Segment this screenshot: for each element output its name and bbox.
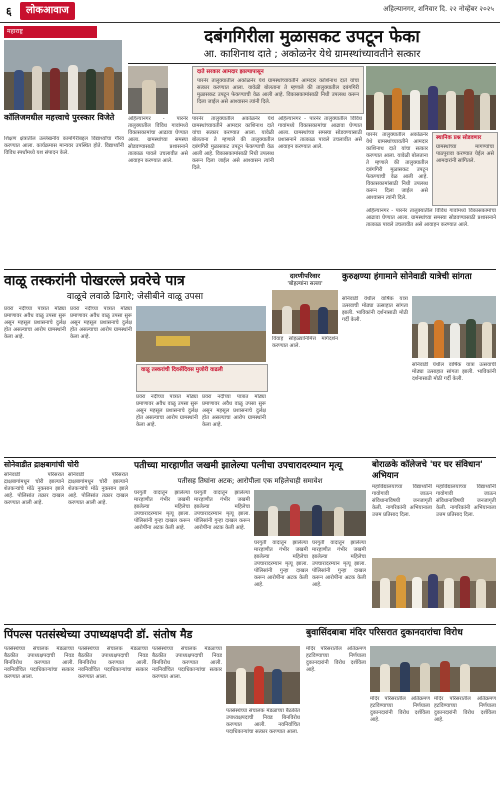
- dateline: अहिल्यानगर, शनिवार दि. २२ नोव्हेंबर २०२५: [383, 5, 494, 13]
- photo-felicitation: [366, 66, 496, 130]
- left-top-headline: कॉलिजमधील महत्त्वाचे पुरस्कार विजेते: [4, 113, 115, 122]
- death-subhead: पतीसह तिघांना अटक; आरोपीला एक महिलेचाही समावेश: [177, 477, 323, 485]
- right-quote-body: ग्रामस्थांच्या मागण्यांचा पाठपुरावा करण्यात येईल असे आमदारांनी सांगितले.: [436, 144, 494, 164]
- lead-body-col4: अहिल्यानगर - पारनेर तालुक्यातील विविध गावांमध्ये विकासकामांचा आढावा घेण्यात आला. ग्रामस्थांच्या समस्या सोडवण्यासाठी प्रशासनाने तात्काळ पावले उचलावीत असे आवाहन करण्यात आले.: [366, 208, 496, 228]
- middle-col-body: अहिल्यानगर - पारनेर तालुक्यातील विविध गावांमध्ये विकासकामांचा आढावा घेण्यात आला. ग्रामस्थांच्या समस्या सोडवण्यासाठी प्रशासनाने तात्काळ पावले उचलावीत असे आवाहन करण्यात आले.: [128, 116, 188, 164]
- middle-col-spacer: [172, 66, 188, 114]
- hotel-subhead: 'बोहल्यांना सल्ला': [287, 281, 323, 287]
- photo-pilgrims: [412, 296, 496, 358]
- pimpal-body-col4: पतसंस्थेच्या संचालक मंडळाच्या बैठकीत उपाध्यक्षपदाची निवड बिनविरोध करण्यात आली. नवनिर्वाचित पदाधिकाऱ्यांचा सत्कार करण्यात आला.: [226, 708, 300, 735]
- section-tag: महाराष्ट्र: [4, 26, 97, 38]
- photo-river: [136, 306, 266, 362]
- death-headline: पतीच्या मारहाणीत जखमी झालेल्या पत्नीचा उपचारादरम्यान मृत्यू: [134, 461, 343, 471]
- pilgrims-body-col2: सोनेवाडी येथील वार्षिक यात्रा उत्सवाची मोठ्या उत्साहात सांगता झाली. भाविकांनी दर्शनासाठी मोठी गर्दी केली.: [412, 362, 496, 382]
- photo-hotel: [272, 290, 338, 334]
- lead-body-col3: पारनेर तालुक्यातील अकोळनेर येथे ग्रामस्थांच्यावतीने आमदार काशिनाथ दाते यांचा सत्कार करण्यात आला. यावेळी बोलताना ते म्हणाले की तालुक्यातील दबंगगिरी मुळासकट उपटून फेकण्याची वेळ आली आहे. विकासकामांसाठी निधी उपलब्ध करून दिला जाईल असे आश्वासन त्यांनी दिले.: [366, 132, 428, 201]
- lead-quote-body: पारनेर तालुक्यातील अकोळनेर येथे ग्रामस्थांच्यावतीने आमदार काशिनाथ दाते यांचा सत्कार करण्यात आला. यावेळी बोलताना ते म्हणाले की तालुक्यातील दबंगगिरी मुळासकट उपटून फेकण्याची वेळ आली आहे. विकासकामांसाठी निधी उपलब्ध करून दिला जाईल असे आश्वासन त्यांनी दिले.: [197, 78, 359, 105]
- theft-headline: सोनेवाडीत द्राक्षबागांची चोरी: [4, 460, 79, 469]
- sand-body-col1: प्रवरा नदीच्या पात्रात मोठ्या प्रमाणावर अवैध वाळू उपसा सुरू असून महसूल प्रशासनाचे दुर्लक्ष होत असल्याचा आरोप ग्रामस्थांनी केला आहे.: [4, 306, 66, 340]
- shop-body-col1: मंदिर परिसरातील अतिक्रमण हटविण्याच्या निर्णयाला दुकानदारांनी विरोध दर्शविला आहे.: [306, 646, 366, 673]
- sand-body-col3: प्रवरा नदीच्या पात्रात मोठ्या प्रमाणावर अवैध वाळू उपसा सुरू असून महसूल प्रशासनाचे दुर्लक्ष होत असल्याचा आरोप ग्रामस्थांनी केला आहे.: [136, 394, 198, 428]
- college-body-col2: महाविद्यालयाच्या विद्यार्थ्यांनी गावोगावी जाऊन संविधानाविषयी जनजागृती केली. नागरिकांनी अभियानाला उत्तम प्रतिसाद दिला.: [436, 484, 496, 518]
- sand-quote-title: वाळू तस्करांची दिवसेंदिवस मुजोरी वाढली: [141, 367, 223, 373]
- pilgrims-headline: कुरुक्षण्या हंगामाने सोनेवाडी यात्रेची सांगता: [342, 272, 472, 282]
- photo-portrait: [128, 66, 168, 114]
- sand-subhead: वाळूचे लवाळे ढिगारे; जेसीबीने वाळू उपसा: [66, 292, 204, 302]
- pimpal-headline: पिंपल्स पतसंस्थेच्या उपाध्यक्षपदी डॉ. संतोष मैड: [4, 628, 193, 641]
- lead-quote-title: दाते सरकार आमदार झाल्यापासून: [197, 69, 264, 75]
- theft-body-col1: सोनेवाडी परिसरात द्राक्षबागांमधून चोरी झाल्याने शेतकऱ्यांचे मोठे नुकसान झाले आहे. पोलिसांत तक्रार दाखल करण्यात आली आहे.: [4, 472, 64, 506]
- college-body-col1: महाविद्यालयाच्या विद्यार्थ्यांनी गावोगावी जाऊन संविधानाविषयी जनजागृती केली. नागरिकांनी अभियानाला उत्तम प्रतिसाद दिला.: [372, 484, 432, 518]
- lead-body-col2: अहिल्यानगर - पारनेर तालुक्यातील विविध गावांमध्ये विकासकामांचा आढावा घेण्यात आला. ग्रामस्थांच्या समस्या सोडवण्यासाठी प्रशासनाने तात्काळ पावले उचलावीत असे आवाहन करण्यात आले.: [278, 116, 362, 150]
- death-body-col4: घरगुती वादातून झालेल्या मारहाणीत गंभीर जखमी झालेल्या महिलेचा उपचारादरम्यान मृत्यू झाला. पोलिसांनी गुन्हा दाखल करून आरोपींना अटक केली आहे.: [312, 540, 366, 588]
- hotel-headline: दारणीपरिवार: [289, 272, 321, 280]
- lead-body-col1: पारनेर तालुक्यातील अकोळनेर येथे ग्रामस्थांच्यावतीने आमदार काशिनाथ दाते यांचा सत्कार करण्यात आला. यावेळी बोलताना ते म्हणाले की तालुक्यातील दबंगगिरी मुळासकट उपटून फेकण्याची वेळ आली आहे. विकासकामांसाठी निधी उपलब्ध करून दिला जाईल असे आश्वासन त्यांनी दिले.: [192, 116, 274, 171]
- photo-shop: [370, 646, 496, 692]
- sand-quote-box: [136, 364, 268, 392]
- divider-1: [4, 269, 496, 270]
- pimpal-body-col2: पतसंस्थेच्या संचालक मंडळाच्या बैठकीत उपाध्यक्षपदाची निवड बिनविरोध करण्यात आली. नवनिर्वाचित पदाधिकाऱ्यांचा सत्कार करण्यात आला.: [78, 646, 148, 680]
- photo-college: [372, 558, 496, 608]
- hotel-body: विवाह सोहळ्यानिमित्त मार्गदर्शन करण्यात आले.: [272, 336, 338, 349]
- photo-award: [4, 40, 122, 110]
- lead-subhead: आ. काशिनाथ दाते ; अकोळनेर येथे ग्रामस्थांच्यावतीने सत्कार: [203, 49, 421, 60]
- lead-headline: दबंगगिरीला मुळासकट उपटून फेका: [204, 27, 420, 47]
- masthead: लोकआवाज: [20, 2, 75, 20]
- photo-death: [254, 490, 366, 536]
- sand-body-col2: प्रवरा नदीच्या पात्रात मोठ्या प्रमाणावर अवैध वाळू उपसा सुरू असून महसूल प्रशासनाचे दुर्लक्ष होत असल्याचा आरोप ग्रामस्थांनी केला आहे.: [70, 306, 132, 340]
- photo-pimpal: [226, 646, 300, 704]
- jcb-shape: [156, 336, 190, 346]
- right-quote-box: [432, 132, 498, 206]
- pimpal-body-col3: पतसंस्थेच्या संचालक मंडळाच्या बैठकीत उपाध्यक्षपदाची निवड बिनविरोध करण्यात आली. नवनिर्वाचित पदाधिकाऱ्यांचा सत्कार करण्यात आला.: [152, 646, 222, 680]
- lead-rule: [128, 63, 496, 64]
- death-body-col2: घरगुती वादातून झालेल्या मारहाणीत गंभीर जखमी झालेल्या महिलेचा उपचारादरम्यान मृत्यू झाला. पोलिसांनी गुन्हा दाखल करून आरोपींना अटक केली आहे.: [194, 490, 250, 531]
- shop-body-col2: मंदिर परिसरातील अतिक्रमण हटविण्याच्या निर्णयाला दुकानदारांनी विरोध दर्शविला आहे.: [370, 696, 430, 723]
- death-body-col1: घरगुती वादातून झालेल्या मारहाणीत गंभीर जखमी झालेल्या महिलेचा उपचारादरम्यान मृत्यू झाला. पोलिसांनी गुन्हा दाखल करून आरोपींना अटक केली आहे.: [134, 490, 190, 531]
- theft-body-col2: सोनेवाडी परिसरात द्राक्षबागांमधून चोरी झाल्याने शेतकऱ्यांचे मोठे नुकसान झाले आहे. पोलिसांत तक्रार दाखल करण्यात आली आहे.: [68, 472, 128, 506]
- right-quote-title: स्थानिक प्रश्न सोडवणार: [436, 135, 482, 141]
- college-headline: बोराळके कॉलेजचे 'घर घर संविधान' अभियान: [372, 460, 483, 481]
- divider-3: [4, 624, 496, 625]
- sand-headline: वाळू तस्करांनी पोखरल्ले प्रवरेचे पात्र: [4, 273, 185, 289]
- shop-body-col3: मंदिर परिसरातील अतिक्रमण हटविण्याच्या निर्णयाला दुकानदारांनी विरोध दर्शविला आहे.: [434, 696, 496, 723]
- page-header: [0, 0, 500, 23]
- page-number: ६: [6, 5, 12, 18]
- pilgrims-body-col1: सोनेवाडी येथील वार्षिक यात्रा उत्सवाची मोठ्या उत्साहात सांगता झाली. भाविकांनी दर्शनासाठी मोठी गर्दी केली.: [342, 296, 408, 323]
- pimpal-body-col1: पतसंस्थेच्या संचालक मंडळाच्या बैठकीत उपाध्यक्षपदाची निवड बिनविरोध करण्यात आली. नवनिर्वाचित पदाधिकाऱ्यांचा सत्कार करण्यात आला.: [4, 646, 74, 680]
- left-top-body: शिक्षण क्षेत्रातील उल्लेखनीय कामगिरीबद्दल विद्यार्थ्यांचा गौरव करण्यात आला. कार्यक्रमास मान्यवर उपस्थित होते. विद्यार्थ्यांनी विविध स्पर्धांमध्ये यश संपादन केले.: [4, 136, 124, 156]
- sand-body-col4: प्रवरा नदीच्या पात्रात मोठ्या प्रमाणावर अवैध वाळू उपसा सुरू असून महसूल प्रशासनाचे दुर्लक्ष होत असल्याचा आरोप ग्रामस्थांनी केला आहे.: [202, 394, 266, 428]
- divider-2: [4, 457, 496, 458]
- shop-headline: बुवासिंदबाबा मंदिर परिसरात दुकानदारांचा विरोध: [306, 628, 463, 638]
- lead-quote-box: [192, 66, 364, 114]
- death-body-col3: घरगुती वादातून झालेल्या मारहाणीत गंभीर जखमी झालेल्या महिलेचा उपचारादरम्यान मृत्यू झाला. पोलिसांनी गुन्हा दाखल करून आरोपींना अटक केली आहे.: [254, 540, 308, 588]
